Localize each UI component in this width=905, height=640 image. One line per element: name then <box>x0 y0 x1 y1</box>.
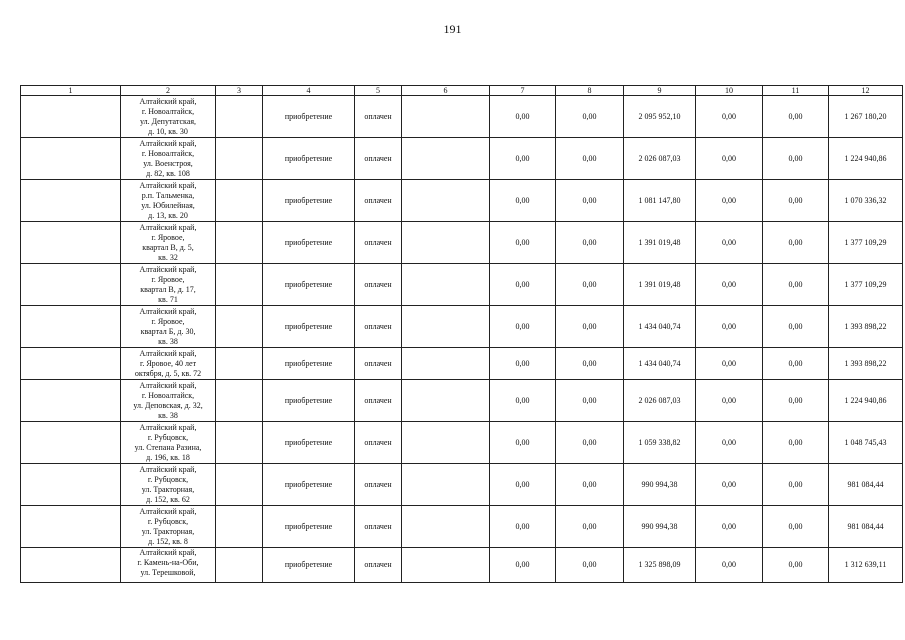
address-line: октября, д. 5, кв. 72 <box>134 368 202 378</box>
column-header: 7 <box>490 86 556 96</box>
address-line: кв. 71 <box>158 294 178 304</box>
address-line: д. 10, кв. 30 <box>148 126 188 136</box>
address-cell <box>121 180 216 222</box>
table-row <box>21 138 903 180</box>
value-cell-7: 0,00 <box>490 306 556 348</box>
value-cell-10: 0,00 <box>696 380 763 422</box>
address-line: квартал В, д. 5, <box>142 242 194 252</box>
table-row <box>21 506 903 548</box>
address-line: ул. Терешковой, <box>140 568 196 577</box>
value-cell-9: 990 994,38 <box>624 464 696 506</box>
cell-col1 <box>21 348 121 380</box>
column-header: 8 <box>556 86 624 96</box>
value-cell-9: 1 391 019,48 <box>624 222 696 264</box>
cell-col1 <box>21 422 121 464</box>
table-row <box>21 348 903 380</box>
address-line: Алтайский край, <box>139 222 197 232</box>
payment-status-cell: оплачен <box>355 464 402 506</box>
value-cell-11: 0,00 <box>763 222 829 264</box>
address-cell <box>121 138 216 180</box>
address-line: г. Яровое, <box>151 232 185 242</box>
column-header: 2 <box>121 86 216 96</box>
cell-col1 <box>21 306 121 348</box>
address-line: Алтайский край, <box>139 548 197 557</box>
value-cell-8: 0,00 <box>556 506 624 548</box>
value-cell-11: 0,00 <box>763 264 829 306</box>
value-cell-9: 1 059 338,82 <box>624 422 696 464</box>
address-line: Алтайский край, <box>139 464 197 474</box>
cell-col6 <box>402 422 490 464</box>
cell-col3 <box>216 222 263 264</box>
value-cell-12: 1 224 940,86 <box>829 138 903 180</box>
cell-col3 <box>216 96 263 138</box>
cell-col1 <box>21 138 121 180</box>
value-cell-9: 1 434 040,74 <box>624 348 696 380</box>
value-cell-7: 0,00 <box>490 548 556 583</box>
value-cell-7: 0,00 <box>490 422 556 464</box>
cell-col3 <box>216 464 263 506</box>
address-line: ул. Тракторная, <box>141 484 195 494</box>
address-line: г. Новоалтайск, <box>141 390 195 400</box>
payment-status-cell: оплачен <box>355 138 402 180</box>
address-line: г. Камень-на-Оби, <box>137 558 199 567</box>
value-cell-10: 0,00 <box>696 222 763 264</box>
value-cell-7: 0,00 <box>490 180 556 222</box>
value-cell-12: 1 048 745,43 <box>829 422 903 464</box>
value-cell-7: 0,00 <box>490 222 556 264</box>
address-line: Алтайский край, <box>139 348 197 358</box>
value-cell-7: 0,00 <box>490 464 556 506</box>
column-header: 1 <box>21 86 121 96</box>
value-cell-8: 0,00 <box>556 96 624 138</box>
value-cell-8: 0,00 <box>556 348 624 380</box>
address-line: квартал Б, д. 30, <box>140 326 196 336</box>
address-line: Алтайский край, <box>139 380 197 390</box>
address-line: квартал В, д. 17, <box>140 284 196 294</box>
value-cell-12: 1 393 898,22 <box>829 306 903 348</box>
address-cell <box>121 422 216 464</box>
value-cell-12: 1 377 109,29 <box>829 264 903 306</box>
value-cell-11: 0,00 <box>763 96 829 138</box>
address-line: г. Рубцовск, <box>147 474 189 484</box>
address-line: кв. 38 <box>158 336 178 346</box>
page-number: 191 <box>443 22 462 36</box>
address-cell <box>121 548 216 583</box>
cell-col6 <box>402 306 490 348</box>
payment-status-cell: оплачен <box>355 548 402 583</box>
cell-col6 <box>402 348 490 380</box>
value-cell-12: 1 224 940,86 <box>829 380 903 422</box>
acquisition-type-cell: приобретение <box>263 380 355 422</box>
value-cell-8: 0,00 <box>556 306 624 348</box>
value-cell-9: 1 434 040,74 <box>624 306 696 348</box>
address-cell <box>121 506 216 548</box>
property-table <box>20 85 903 583</box>
value-cell-11: 0,00 <box>763 306 829 348</box>
cell-col6 <box>402 264 490 306</box>
address-line: ул. Тракторная, <box>141 526 195 536</box>
address-line: д. 196, кв. 18 <box>146 452 190 462</box>
payment-status-cell: оплачен <box>355 264 402 306</box>
cell-col6 <box>402 380 490 422</box>
cell-col3 <box>216 180 263 222</box>
address-cell <box>121 264 216 306</box>
value-cell-10: 0,00 <box>696 506 763 548</box>
cell-col1 <box>21 548 121 583</box>
payment-status-cell: оплачен <box>355 180 402 222</box>
acquisition-type-cell: приобретение <box>263 264 355 306</box>
acquisition-type-cell: приобретение <box>263 180 355 222</box>
value-cell-8: 0,00 <box>556 138 624 180</box>
address-line: Алтайский край, <box>139 96 197 106</box>
value-cell-7: 0,00 <box>490 380 556 422</box>
value-cell-9: 990 994,38 <box>624 506 696 548</box>
value-cell-10: 0,00 <box>696 548 763 583</box>
payment-status-cell: оплачен <box>355 306 402 348</box>
cell-col6 <box>402 138 490 180</box>
value-cell-7: 0,00 <box>490 348 556 380</box>
cell-col3 <box>216 422 263 464</box>
table-row <box>21 222 903 264</box>
address-line: ул. Степана Разина, <box>134 442 202 452</box>
value-cell-11: 0,00 <box>763 348 829 380</box>
cell-col6 <box>402 464 490 506</box>
address-line: кв. 38 <box>158 410 178 420</box>
value-cell-12: 1 070 336,32 <box>829 180 903 222</box>
acquisition-type-cell: приобретение <box>263 138 355 180</box>
address-line: д. 82, кв. 108 <box>146 168 190 178</box>
value-cell-11: 0,00 <box>763 464 829 506</box>
cell-col3 <box>216 306 263 348</box>
value-cell-12: 1 377 109,29 <box>829 222 903 264</box>
table-row <box>21 380 903 422</box>
value-cell-9: 2 095 952,10 <box>624 96 696 138</box>
address-line: р.п. Тальменка, <box>141 190 195 200</box>
value-cell-9: 2 026 087,03 <box>624 380 696 422</box>
table-row <box>21 264 903 306</box>
value-cell-9: 1 325 898,09 <box>624 548 696 583</box>
cell-col3 <box>216 348 263 380</box>
acquisition-type-cell: приобретение <box>263 348 355 380</box>
value-cell-10: 0,00 <box>696 180 763 222</box>
cell-col1 <box>21 506 121 548</box>
table-row <box>21 306 903 348</box>
acquisition-type-cell: приобретение <box>263 422 355 464</box>
value-cell-10: 0,00 <box>696 422 763 464</box>
value-cell-8: 0,00 <box>556 464 624 506</box>
value-cell-9: 2 026 087,03 <box>624 138 696 180</box>
value-cell-7: 0,00 <box>490 138 556 180</box>
value-cell-11: 0,00 <box>763 422 829 464</box>
payment-status-cell: оплачен <box>355 96 402 138</box>
address-cell <box>121 96 216 138</box>
address-line: г. Новоалтайск, <box>141 148 195 158</box>
address-line: г. Рубцовск, <box>147 516 189 526</box>
address-cell <box>121 380 216 422</box>
value-cell-8: 0,00 <box>556 422 624 464</box>
address-line: Алтайский край, <box>139 138 197 148</box>
value-cell-10: 0,00 <box>696 464 763 506</box>
value-cell-9: 1 081 147,80 <box>624 180 696 222</box>
value-cell-8: 0,00 <box>556 380 624 422</box>
address-line: Алтайский край, <box>139 180 197 190</box>
value-cell-12: 1 312 639,11 <box>829 548 903 583</box>
cell-col3 <box>216 264 263 306</box>
value-cell-7: 0,00 <box>490 506 556 548</box>
value-cell-12: 981 084,44 <box>829 464 903 506</box>
address-line: г. Рубцовск, <box>147 432 189 442</box>
acquisition-type-cell: приобретение <box>263 548 355 583</box>
value-cell-9: 1 391 019,48 <box>624 264 696 306</box>
value-cell-7: 0,00 <box>490 264 556 306</box>
address-line: г. Яровое, <box>151 316 185 326</box>
header-row <box>21 86 903 96</box>
address-line: д. 152, кв. 62 <box>146 494 190 504</box>
address-line: г. Яровое, <box>151 274 185 284</box>
acquisition-type-cell: приобретение <box>263 506 355 548</box>
address-cell <box>121 464 216 506</box>
address-cell <box>121 348 216 380</box>
address-line: ул. Депутатская, <box>139 116 197 126</box>
value-cell-7: 0,00 <box>490 96 556 138</box>
cell-col3 <box>216 138 263 180</box>
value-cell-8: 0,00 <box>556 180 624 222</box>
column-header: 11 <box>763 86 829 96</box>
value-cell-12: 981 084,44 <box>829 506 903 548</box>
cell-col1 <box>21 380 121 422</box>
value-cell-8: 0,00 <box>556 264 624 306</box>
table-body <box>21 96 903 583</box>
value-cell-12: 1 267 180,20 <box>829 96 903 138</box>
cell-col6 <box>402 222 490 264</box>
cell-col3 <box>216 380 263 422</box>
cell-col1 <box>21 96 121 138</box>
cell-col1 <box>21 464 121 506</box>
table-row <box>21 96 903 138</box>
cell-col6 <box>402 96 490 138</box>
address-line: Алтайский край, <box>139 306 197 316</box>
column-header: 6 <box>402 86 490 96</box>
value-cell-11: 0,00 <box>763 180 829 222</box>
table-row <box>21 548 903 583</box>
value-cell-8: 0,00 <box>556 222 624 264</box>
value-cell-10: 0,00 <box>696 264 763 306</box>
value-cell-10: 0,00 <box>696 306 763 348</box>
column-header: 10 <box>696 86 763 96</box>
column-header: 4 <box>263 86 355 96</box>
value-cell-10: 0,00 <box>696 96 763 138</box>
value-cell-11: 0,00 <box>763 138 829 180</box>
value-cell-8: 0,00 <box>556 548 624 583</box>
value-cell-11: 0,00 <box>763 380 829 422</box>
address-line: г. Яровое, 40 лет <box>139 358 197 368</box>
value-cell-11: 0,00 <box>763 548 829 583</box>
address-line: ул. Военстроя, <box>143 158 193 168</box>
address-line: Алтайский край, <box>139 506 197 516</box>
payment-status-cell: оплачен <box>355 348 402 380</box>
value-cell-11: 0,00 <box>763 506 829 548</box>
column-header: 9 <box>624 86 696 96</box>
payment-status-cell: оплачен <box>355 222 402 264</box>
cell-col6 <box>402 180 490 222</box>
payment-status-cell: оплачен <box>355 380 402 422</box>
address-line: д. 152, кв. 8 <box>148 536 188 546</box>
payment-status-cell: оплачен <box>355 422 402 464</box>
acquisition-type-cell: приобретение <box>263 464 355 506</box>
address-line: Алтайский край, <box>139 264 197 274</box>
address-line: Алтайский край, <box>139 422 197 432</box>
payment-status-cell: оплачен <box>355 506 402 548</box>
address-line: ул. Деповская, д. 32, <box>133 400 203 410</box>
value-cell-10: 0,00 <box>696 348 763 380</box>
value-cell-10: 0,00 <box>696 138 763 180</box>
cell-col1 <box>21 180 121 222</box>
cell-col1 <box>21 264 121 306</box>
table-row <box>21 422 903 464</box>
cell-col3 <box>216 506 263 548</box>
cell-col6 <box>402 548 490 583</box>
address-line: г. Новоалтайск, <box>141 106 195 116</box>
column-header: 12 <box>829 86 903 96</box>
address-line: д. 13, кв. 20 <box>148 210 188 220</box>
address-cell <box>121 306 216 348</box>
cell-col3 <box>216 548 263 583</box>
table-row <box>21 464 903 506</box>
acquisition-type-cell: приобретение <box>263 96 355 138</box>
address-line: ул. Юбилейная, <box>141 200 195 210</box>
column-header: 5 <box>355 86 402 96</box>
value-cell-12: 1 393 898,22 <box>829 348 903 380</box>
table-row <box>21 180 903 222</box>
address-line: кв. 32 <box>158 252 178 262</box>
column-header: 3 <box>216 86 263 96</box>
cell-col1 <box>21 222 121 264</box>
address-cell <box>121 222 216 264</box>
acquisition-type-cell: приобретение <box>263 222 355 264</box>
cell-col6 <box>402 506 490 548</box>
acquisition-type-cell: приобретение <box>263 306 355 348</box>
